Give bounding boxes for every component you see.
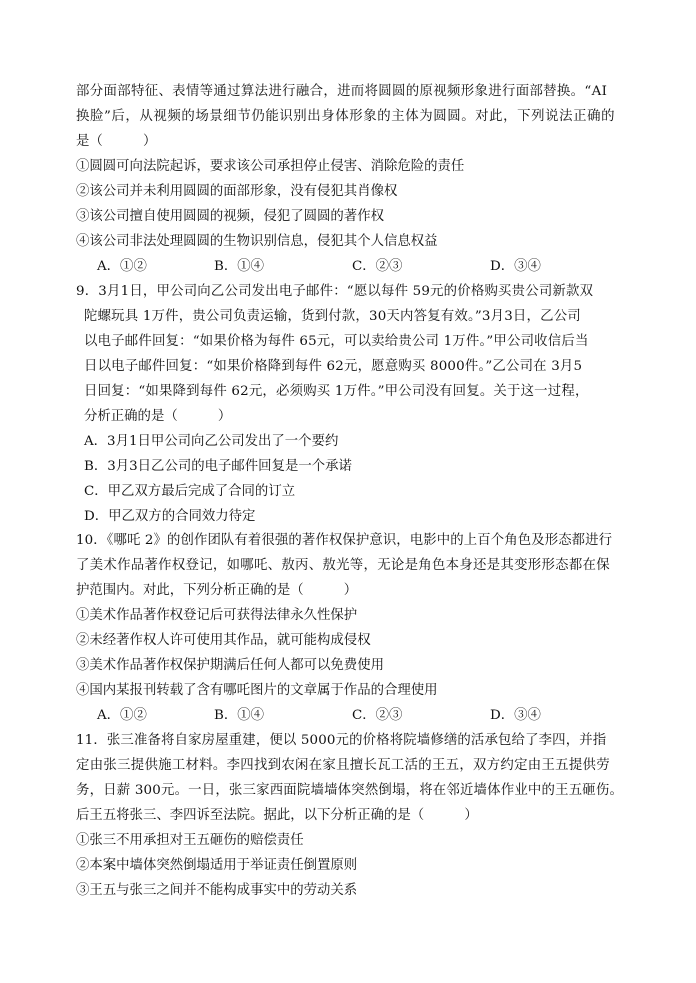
q9-option-d: D．甲乙双方的合同效力待定 <box>84 509 256 524</box>
q11-statement-3: ③王五与张三之间并不能构成事实中的劳动关系 <box>76 883 358 898</box>
q10-statement-4: ④国内某报刊转载了含有哪吒图片的文章属于作品的合理使用 <box>76 683 438 698</box>
q8-option-d: D．③④ <box>490 259 541 274</box>
q10-options <box>0 707 696 725</box>
q9-line-5: 日回复：“如果降到每件 62元，必须购买 1万件。”甲公司没有回复。关于这一过程， <box>84 384 589 399</box>
q11-line-1: 11．张三准备将自家房屋重建，便以 5000元的价格将院墙修缮的活承包给了李四，并指 <box>76 733 607 748</box>
q8-option-b: B．①④ <box>214 259 265 274</box>
q8-options <box>0 258 696 276</box>
q9-option-c: C．甲乙双方最后完成了合同的订立 <box>84 484 296 499</box>
q10-line-1: 10．《哪吒 2》的创作团队有着很强的著作权保护意识，电影中的上百个角色及形态都进行 <box>76 533 613 548</box>
q9-line-6: 分析正确的是（ ） <box>84 409 232 424</box>
q8-option-c: C．②③ <box>352 259 403 274</box>
q10-statement-1: ①美术作品著作权登记后可获得法律永久性保护 <box>76 608 358 623</box>
q9-option-a: A．3月1日甲公司向乙公司发出了一个要约 <box>84 434 339 449</box>
q11-line-4: 后王五将张三、李四诉至法院。据此，以下分析正确的是（ ） <box>76 808 478 823</box>
q9-line-3: 以电子邮件回复：“如果价格为每件 65元，可以卖给贵公司 1万件。”甲公司收信后当 <box>84 334 589 349</box>
q9-line-4: 日以电子邮件回复：“如果价格降到每件 62元，愿意购买 8000件。”乙公司在 3月5 <box>84 359 583 374</box>
q11-statement-1: ①张三不用承担对王五砸伤的赔偿责任 <box>76 833 304 848</box>
q10-option-d: D．③④ <box>490 708 541 723</box>
q10-line-2: 了美术作品著作权登记，如哪吒、敖丙、敖光等，无论是角色本身还是其变形形态都在保 <box>76 558 610 573</box>
q8-statement-4: ④该公司非法处理圆圆的生物识别信息，侵犯其个人信息权益 <box>76 234 438 249</box>
q8-statement-2: ②该公司并未利用圆圆的面部形象，没有侵犯其肖像权 <box>76 184 398 199</box>
q11-statement-2: ②本案中墙体突然倒塌适用于举证责任倒置原则 <box>76 858 358 873</box>
q8-statement-3: ③该公司擅自使用圆圆的视频，侵犯了圆圆的著作权 <box>76 209 384 224</box>
q10-option-c: C．②③ <box>352 708 403 723</box>
q8-line-3: 是（ ） <box>76 134 157 149</box>
q11-line-3: 务，日薪 300元。一日，张三家西面院墙墙体突然倒塌，将在邻近墙体作业中的王五砸伤。 <box>76 783 624 798</box>
q9-line-2: 陀螺玩具 1万件，贵公司负责运输，货到付款，30天内答复有效。”3月3日，乙公司 <box>84 309 581 324</box>
q10-statement-3: ③美术作品著作权保护期满后任何人都可以免费使用 <box>76 658 384 673</box>
q8-line-2: 换脸”后，从视频的场景细节仍能识别出身体形象的主体为圆圆。对此，下列说法正确的 <box>76 109 616 124</box>
q11-line-2: 定由张三提供施工材料。李四找到农闲在家且擅长瓦工活的王五，双方约定由王五提供劳 <box>76 758 610 773</box>
q8-option-a: A．①② <box>97 259 147 274</box>
q9-line-1: 9．3月1日，甲公司向乙公司发出电子邮件：“愿以每件 59元的价格购买贵公司新款双 <box>76 284 594 299</box>
q10-option-b: B．①④ <box>214 708 265 723</box>
q8-line-1: 部分面部特征、表情等通过算法进行融合，进而将圆圆的原视频形象进行面部替换。“AI <box>76 84 608 99</box>
q10-statement-2: ②未经著作权人许可使用其作品，就可能构成侵权 <box>76 633 371 648</box>
q8-statement-1: ①圆圆可向法院起诉，要求该公司承担停止侵害、消除危险的责任 <box>76 159 465 174</box>
q9-option-b: B．3月3日乙公司的电子邮件回复是一个承诺 <box>84 459 352 474</box>
q10-option-a: A．①② <box>97 708 147 723</box>
q10-line-3: 护范围内。对此，下列分析正确的是（ ） <box>76 583 358 598</box>
